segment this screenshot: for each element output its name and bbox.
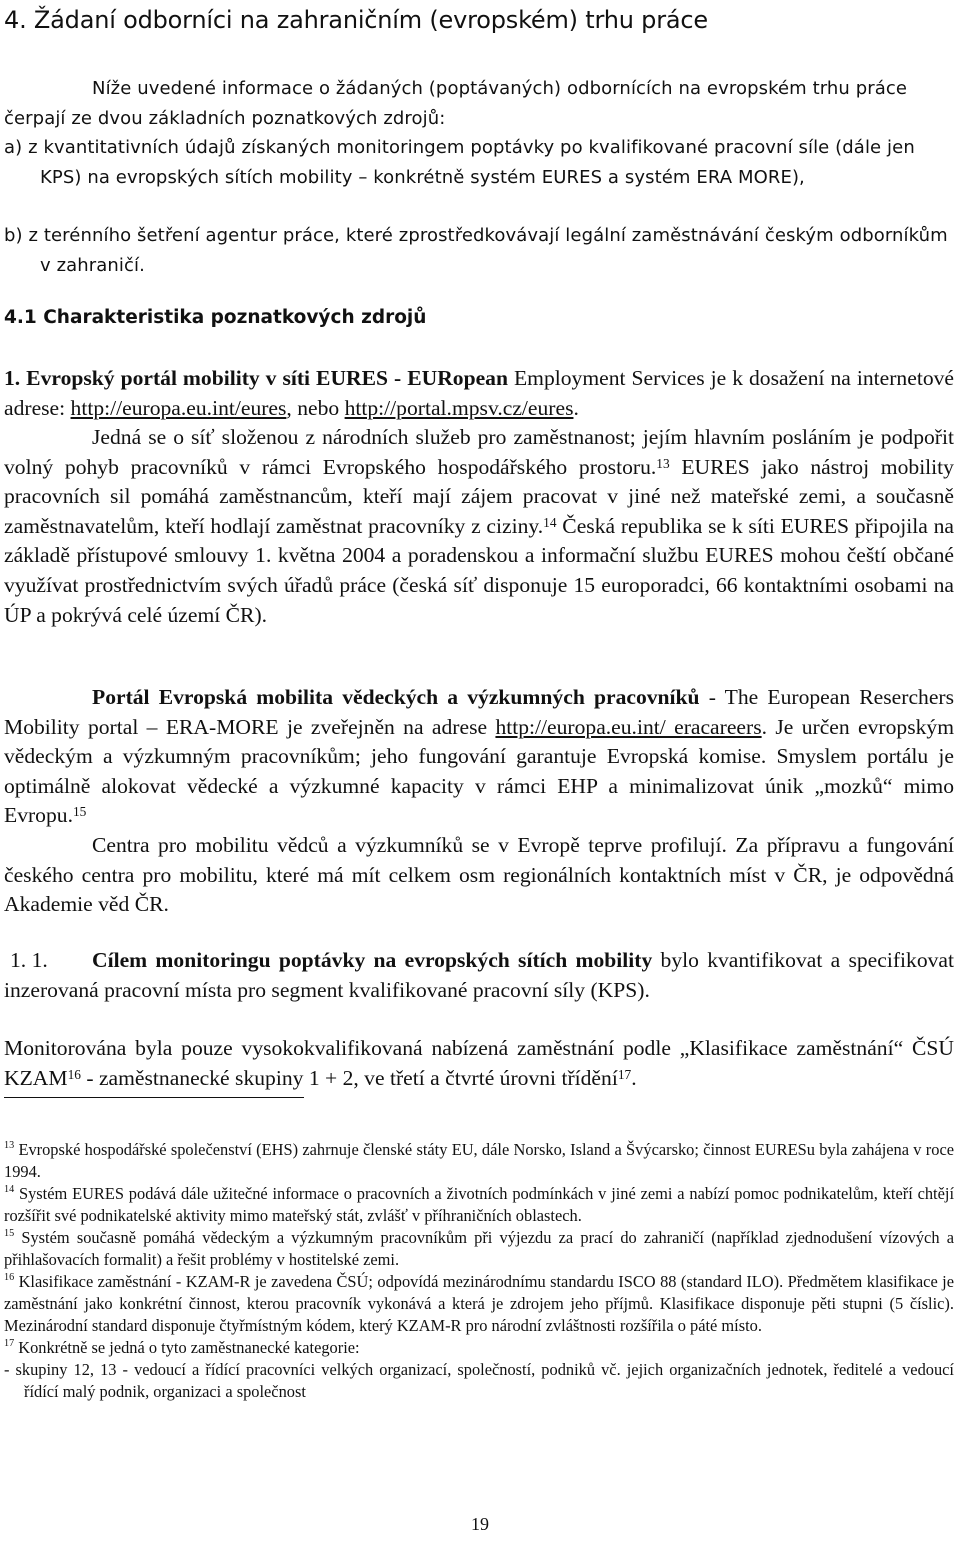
footnote-number: 15 bbox=[4, 1228, 15, 1239]
eures-lead-text: Employment Services je k dosažení na internetové adrese: bbox=[4, 366, 954, 420]
era-centres-paragraph: Centra pro mobilitu vědců a výzkumníků se v Evropě teprve profilují. Za přípravu a fungování českého centra pro mobilitu, které má mít celkem osm regionálních kontaktních míst v ČR, je odpovědná Akademie věd ČR. bbox=[4, 833, 954, 917]
eures-text-c: Česká republika se k síti EURES připojila na základě přístupové smlouvy 1. května 2004 a poradenskou a informační službu EURES mohou čeští občané využívat prostřednictvím svých úřadů práce (česká síť disponuje 15 europoradci, 66 kontaktními osobami na ÚP a pokrývá celé území ČR). bbox=[4, 513, 955, 627]
footnote-text: Klasifikace zaměstnání - KZAM-R je zavedena ČSÚ; odpovídá mezinárodnímu standardu ISCO 88 (standard ILO). Předmětem klasifikace je zaměstnání jako konkrétní činnost, kterou pracovník vykonává a která je zdrojem jeho příjmů. Klasifikace disponuje pěti stupni (5 číslic). Mezinárodní standard disponuje čtyřmístným kódem, který KZAM-R pro národní zvláštnosti rozšířila o páté místo. bbox=[4, 1272, 954, 1335]
footnote-15 bbox=[4, 1227, 954, 1271]
footnote-14 bbox=[4, 1183, 954, 1227]
footnote-ref-14: 14 bbox=[543, 514, 557, 530]
footnote-number: 16 bbox=[4, 1272, 15, 1283]
footnote-ref-17: 17 bbox=[617, 1066, 632, 1082]
footnote-17-item: - skupiny 12, 13 - vedoucí a řídící pracovníci velkých organizací, společností, podniků vč. jejich organizačních jednotek, ředitelé a vedoucí řídící malý podnik, organizaci a společnost bbox=[4, 1360, 954, 1401]
eures-lead-paragraph bbox=[4, 364, 954, 423]
footnote-16 bbox=[4, 1271, 954, 1337]
footnote-text: Konkrétně se jedná o tyto zaměstnanecké kategorie: bbox=[14, 1338, 360, 1357]
goal-number: 1. 1. bbox=[10, 948, 48, 972]
page-number: 19 bbox=[471, 1514, 489, 1534]
eures-text-a: Jedná se o síť složenou z národních služeb pro zaměstnanost; jejím hlavním posláním je podpořit volný pohyb pracovníků v rámci Evropského hospodářského prostoru. bbox=[4, 425, 954, 479]
footnote-number: 17 bbox=[4, 1338, 15, 1349]
era-lead-text: - The European Reserchers Mobility portal – ERA-MORE je zveřejněn na adrese bbox=[4, 685, 955, 739]
section-heading: 4.1 Charakteristika poznatkových zdrojů bbox=[4, 307, 427, 328]
era-paragraph bbox=[4, 683, 954, 831]
era-text: . Je určen evropským vědeckým a výzkumným pracovníkům; jeho fungování garantuje Evropská komise. Smyslem portálu je optimálně alokovat vědecké a výzkumné kapacity v rámci EHP a minimalizovat únik „mozků“ mimo Evropu. bbox=[4, 714, 954, 828]
intro-paragraph: Níže uvedené informace o žádaných (poptávaných) odbornících na evropském trhu práce čerpají ze dvou základních poznatkových zdrojů: bbox=[4, 78, 908, 129]
goal-text: bylo kvantifikovat a specifikovat inzerovaná pracovní místa pro segment kvalifikované pracovní síly (KPS). bbox=[4, 948, 954, 1002]
monitoring-paragraph bbox=[4, 1034, 954, 1093]
footnote-ref-13: 13 bbox=[656, 455, 670, 471]
footnote-number: 14 bbox=[4, 1184, 15, 1195]
monitoring-text-a: Monitorována byla pouze vysokokvalifikovaná nabízená zaměstnání podle „Klasifikace zaměstnání“ ČSÚ KZAM bbox=[4, 1036, 954, 1090]
eures-text-b: EURES jako nástroj mobility pracovních sil pomáhá zaměstnancům, kteří mají zájem pracovat v jiné než mateřské zemi, a současně zaměstnavatelům, kteří hodlají zaměstnat pracovníky z ciziny. bbox=[4, 454, 954, 538]
footnote-text: Systém EURES podává dále užitečné informace o pracovních a životních podmínkách v jiné zemi a nabízí pomoc podnikatelům, kteří chtějí rozšířit své podnikatelské aktivity mimo mateřský stát, zvlášť v příhraničních oblastech. bbox=[4, 1184, 954, 1225]
monitoring-text-end: . bbox=[631, 1065, 637, 1090]
eures-link-europa[interactable]: http://europa.eu.int/eures bbox=[70, 395, 287, 420]
eures-link-portal[interactable]: http://portal.mpsv.cz/eures bbox=[344, 395, 574, 420]
footnote-text: Systém současně pomáhá vědeckým a výzkumným pracovníkům při výjezdu za prací do zahraničí (například zjednodušení vízových a přihlašovacích formalit) a řešit problémy v hostitelské zemi. bbox=[4, 1228, 954, 1269]
intro-item-a: a) z kvantitativních údajů získaných monitoringem poptávky po kvalifikované pracovní síle (dále jen KPS) na evropských sítích mobility – konkrétně systém EURES a systém ERA MORE), bbox=[4, 137, 915, 188]
intro-item-b: b) z terénního šetření agentur práce, které zprostředkovávají legální zaměstnávání českým odborníkům v zahraničí. bbox=[4, 225, 948, 276]
footnote-number: 13 bbox=[4, 1140, 15, 1151]
era-link[interactable]: http://europa.eu.int/ eracareers bbox=[495, 714, 762, 739]
eures-link-separator: , nebo bbox=[286, 395, 345, 420]
monitoring-text-b: - zaměstnanecké skupiny 1 + 2, ve třetí a čtvrté úrovni třídění bbox=[80, 1065, 618, 1090]
chapter-title: 4. Žádaní odborníci na zahraničním (evropském) trhu práce bbox=[4, 6, 708, 34]
goal-bold: Cílem monitoringu poptávky na evropských sítích mobility bbox=[92, 948, 653, 972]
footnote-ref-15: 15 bbox=[72, 804, 87, 820]
eures-description-paragraph bbox=[4, 423, 954, 630]
era-lead-bold: Portál Evropská mobilita vědeckých a výzkumných pracovníků bbox=[92, 685, 700, 709]
eures-lead-bold: 1. Evropský portál mobility v síti EURES - EURopean bbox=[4, 366, 508, 390]
footnote-17 bbox=[4, 1337, 954, 1359]
footnotes bbox=[4, 1139, 954, 1403]
eures-lead-end: . bbox=[573, 395, 579, 420]
footnote-separator bbox=[4, 1097, 304, 1098]
footnote-text: Evropské hospodářské společenství (EHS) zahrnuje členské státy EU, dále Norsko, Island a Švýcarsko; činnost EURESu byla zahájena v roce 1994. bbox=[4, 1140, 954, 1181]
goal-paragraph bbox=[4, 946, 954, 1005]
footnote-ref-16: 16 bbox=[67, 1066, 81, 1082]
footnote-13 bbox=[4, 1139, 954, 1183]
